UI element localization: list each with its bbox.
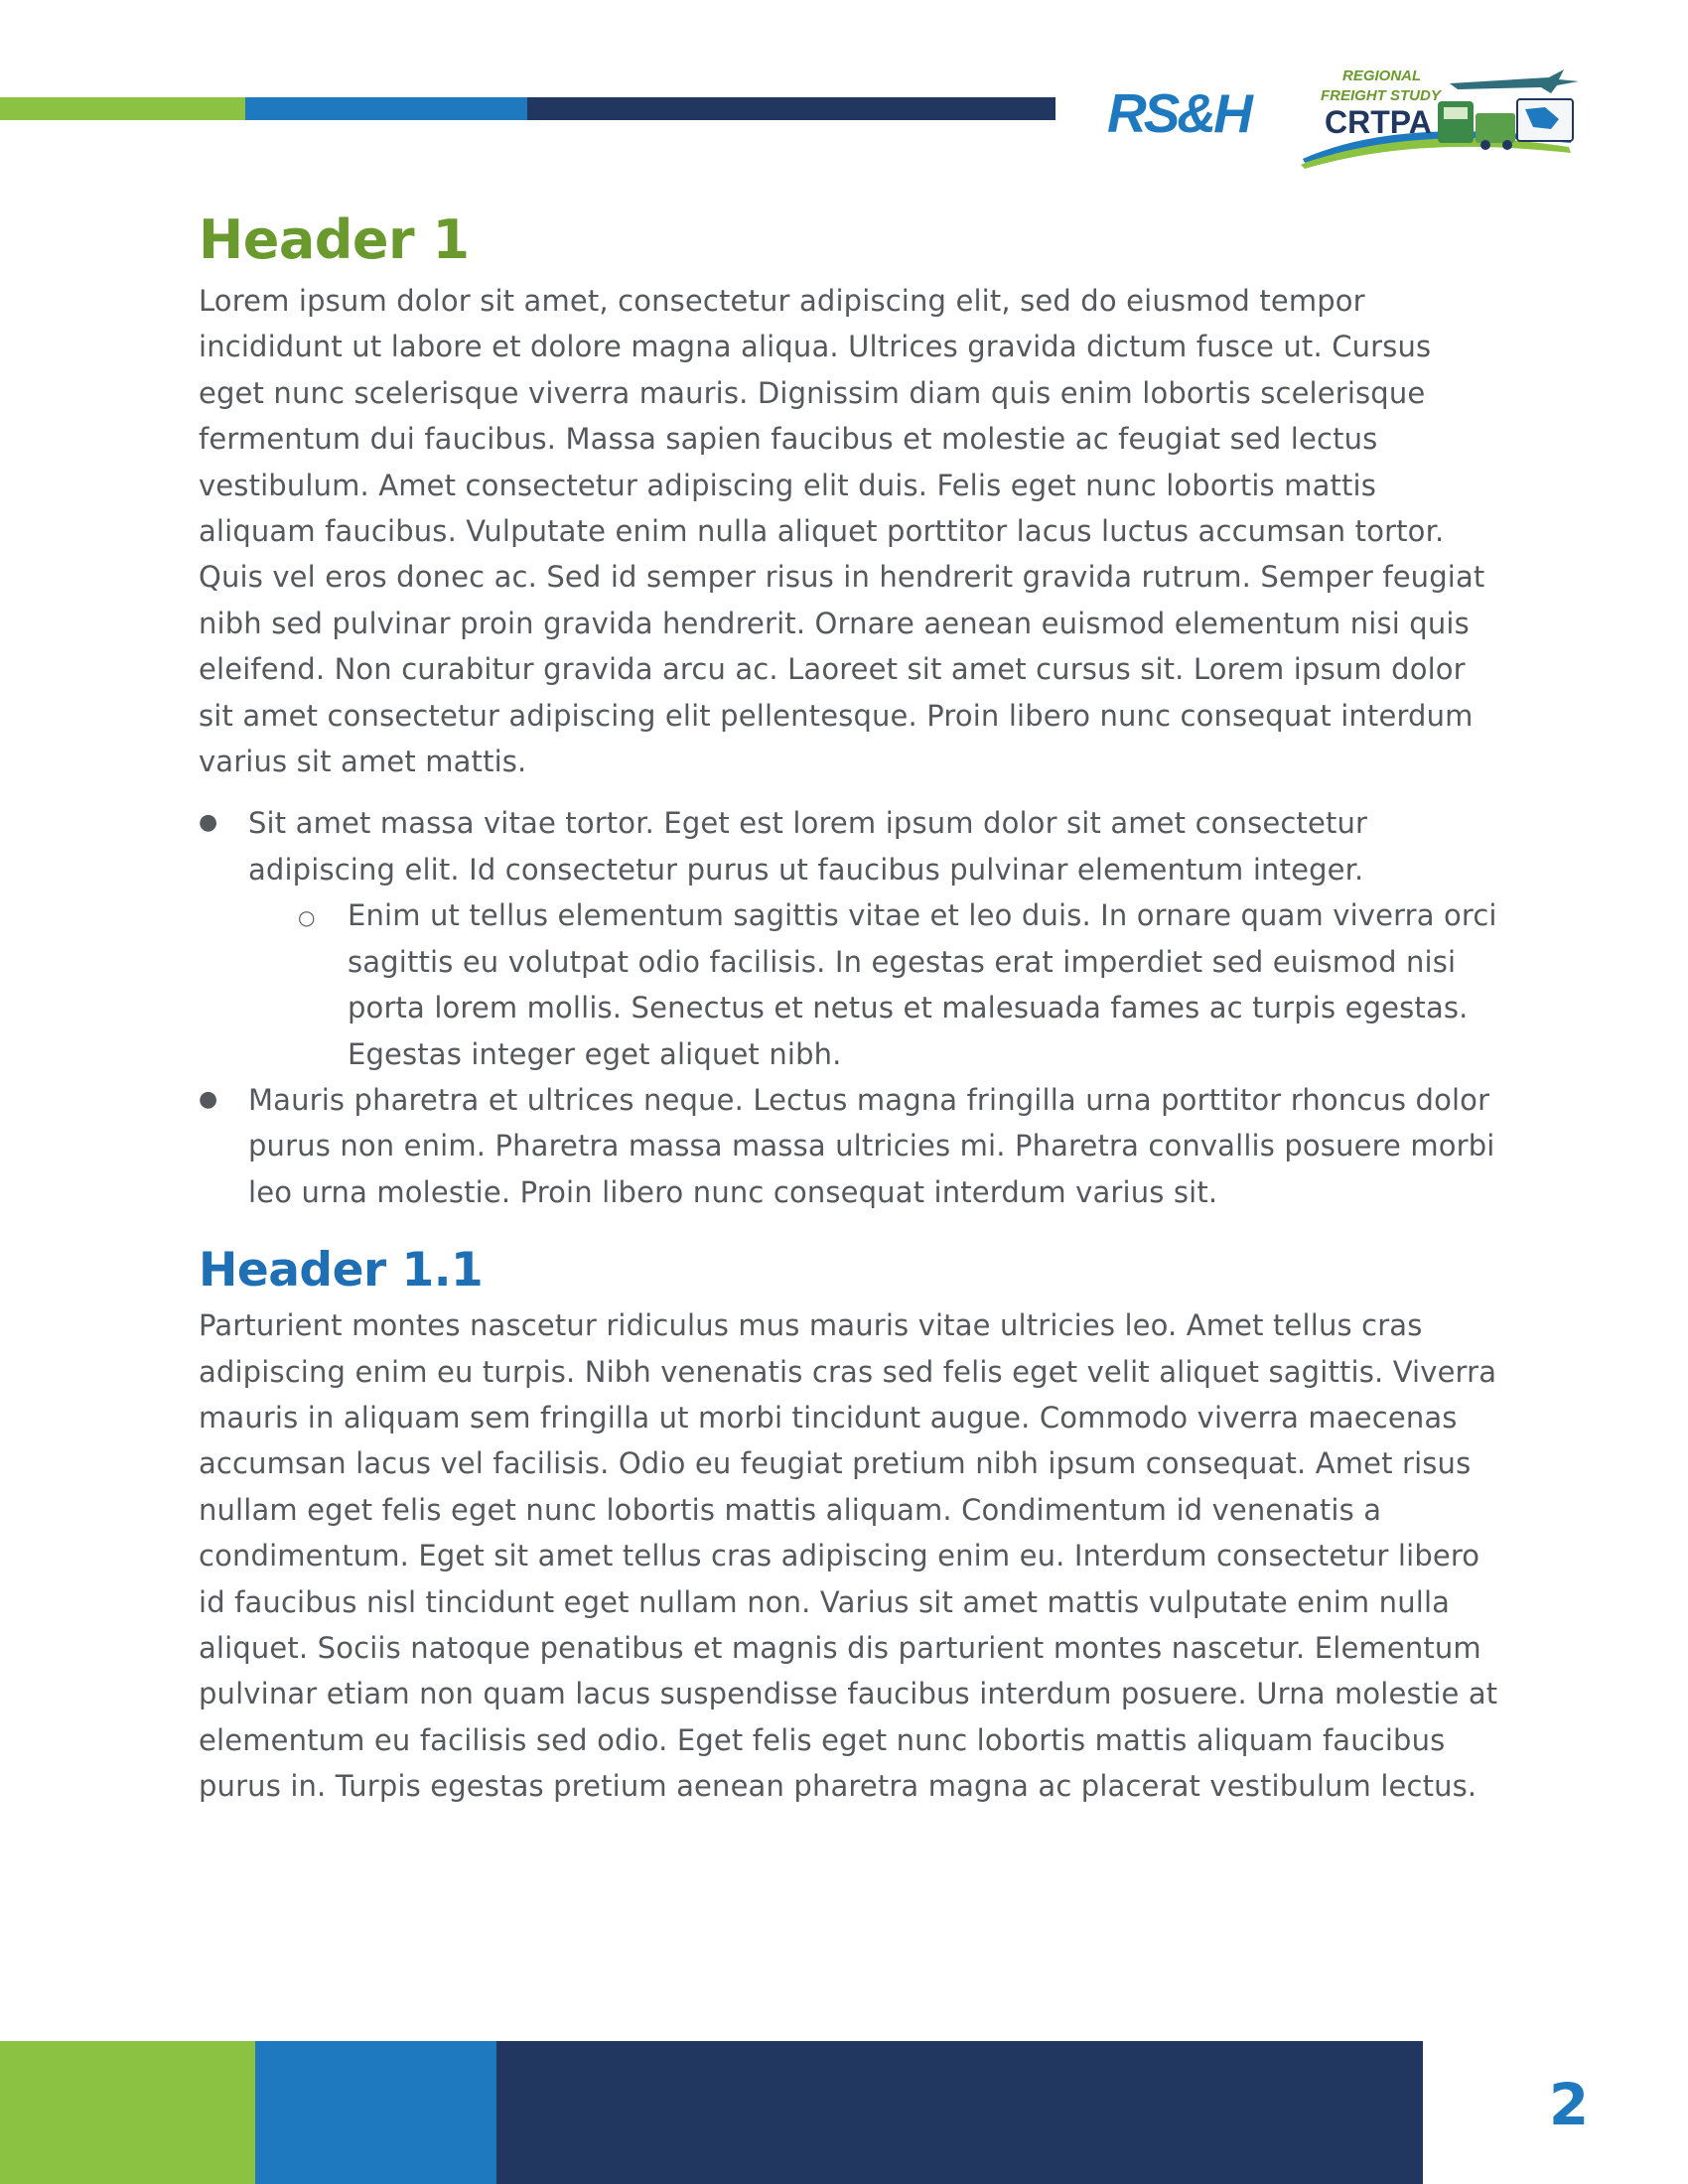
logo-truck [1476,113,1515,143]
section1-paragraph: Lorem ipsum dolor sit amet, consectetur adipiscing elit, sed do eiusmod tempor incididunt ut labore et dolore magna aliqua. Ultrices gravida dictum fusce ut. Cursus eget nunc scelerisque viverra mauris. Dignissim diam quis enim lobortis scelerisque fermentum dui faucibus. Massa sapien faucibus et molestie ac feugiat sed lectus vestibulum. Amet consectetur adipiscing elit duis. Felis eget nunc lobortis mattis aliquam faucibus. Vulputate enim nulla aliquet porttitor lacus luctus accumsan tortor. Quis vel eros donec ac. Sed id semper risus in hendrerit gravida rutrum. Semper feugiat nibh sed pulvinar proin gravida hendrerit. Ornare aenean euismod elementum nisi quis eleifend. Non curabitur gravida arcu ac. Laoreet sit amet cursus sit. Lorem ipsum dolor sit amet consectetur adipiscing elit pellentesque. Proin libero nunc consequat interdum varius sit amet mattis. [199,284,1485,779]
bullet-icon: ● [199,1086,218,1112]
footer-bar-green [0,2041,255,2184]
rsh-logo: RS&H [1107,82,1250,144]
sub-bullet-text: Enim ut tellus elementum sagittis vitae et leo duis. In ornare quam viverra orci sagittis eu volutpat odio facilisis. In egestas erat imperdiet sed euismod nisi porta lorem mollis. Senectus et netus et malesuada fames ac turpis egestas. Egestas integer eget aliquet nibh. [348,898,1497,1071]
logo-text-regional: REGIONAL [1342,68,1422,84]
header-1-1: Header 1.1 [199,1243,484,1298]
footer-bar-blue [255,2041,496,2184]
logo-text-freight-study: FREIGHT STUDY [1321,87,1441,104]
bullet-text: Sit amet massa vitae tortor. Eget est lorem ipsum dolor sit amet consectetur adipiscing elit. Id consectetur purus ut faucibus pulvinar elementum integer. [248,806,1368,887]
header-bar-green [0,97,245,120]
page-number: 2 [1548,2071,1590,2138]
bullet-list [199,800,1499,1215]
crtpa-logo [1291,64,1589,173]
header-bar-blue [245,97,527,120]
footer-bar-navy [496,2041,1423,2184]
section2-paragraph: Parturient montes nascetur ridiculus mus mauris vitae ultricies leo. Amet tellus cras adipiscing enim eu turpis. Nibh venenatis cras sed felis eget velit aliquet sagittis. Viverra mauris in aliquam sem fringilla ut morbi tincidunt augue. Commodo viverra maecenas accumsan lacus vel facilisis. Odio eu feugiat pretium nibh ipsum consequat. Amet risus nullam eget felis eget nunc lobortis mattis aliquam. Condimentum id venenatis a condimentum. Eget sit amet tellus cras adipiscing enim eu. Interdum consectetur libero id faucibus nisl tincidunt eget nullam non. Varius sit amet mattis vulputate enim nulla aliquet. Sociis natoque penatibus et magnis dis parturient montes nascetur. Elementum pulvinar etiam non quam lacus suspendisse faucibus interdum posuere. Urna molestie at elementum eu facilisis sed odio. Eget felis eget nunc lobortis mattis aliquam faucibus purus in. Turpis egestas pretium aenean pharetra magna ac placerat vestibulum lectus. [199,1308,1498,1804]
logo-text-crtpa: CRTPA [1325,104,1432,140]
bullet-item [199,800,1499,1076]
sub-bullet-list [248,892,1499,1077]
document-body [199,203,1499,1810]
header-1: Header 1 [199,208,470,271]
bullet-text: Mauris pharetra et ultrices neque. Lectus magna fringilla urna porttitor rhoncus dolor purus non enim. Pharetra massa massa ultricies mi. Pharetra convallis posuere morbi leo urna molestie. Proin libero nunc consequat interdum varius sit. [248,1082,1495,1209]
header-bar-navy [527,97,1055,120]
bullet-item [199,1077,1499,1215]
sub-bullet-icon: ○ [298,905,316,930]
bullet-icon: ● [199,810,218,836]
sub-bullet-item [248,892,1499,1077]
logo-airplane [1450,69,1579,93]
